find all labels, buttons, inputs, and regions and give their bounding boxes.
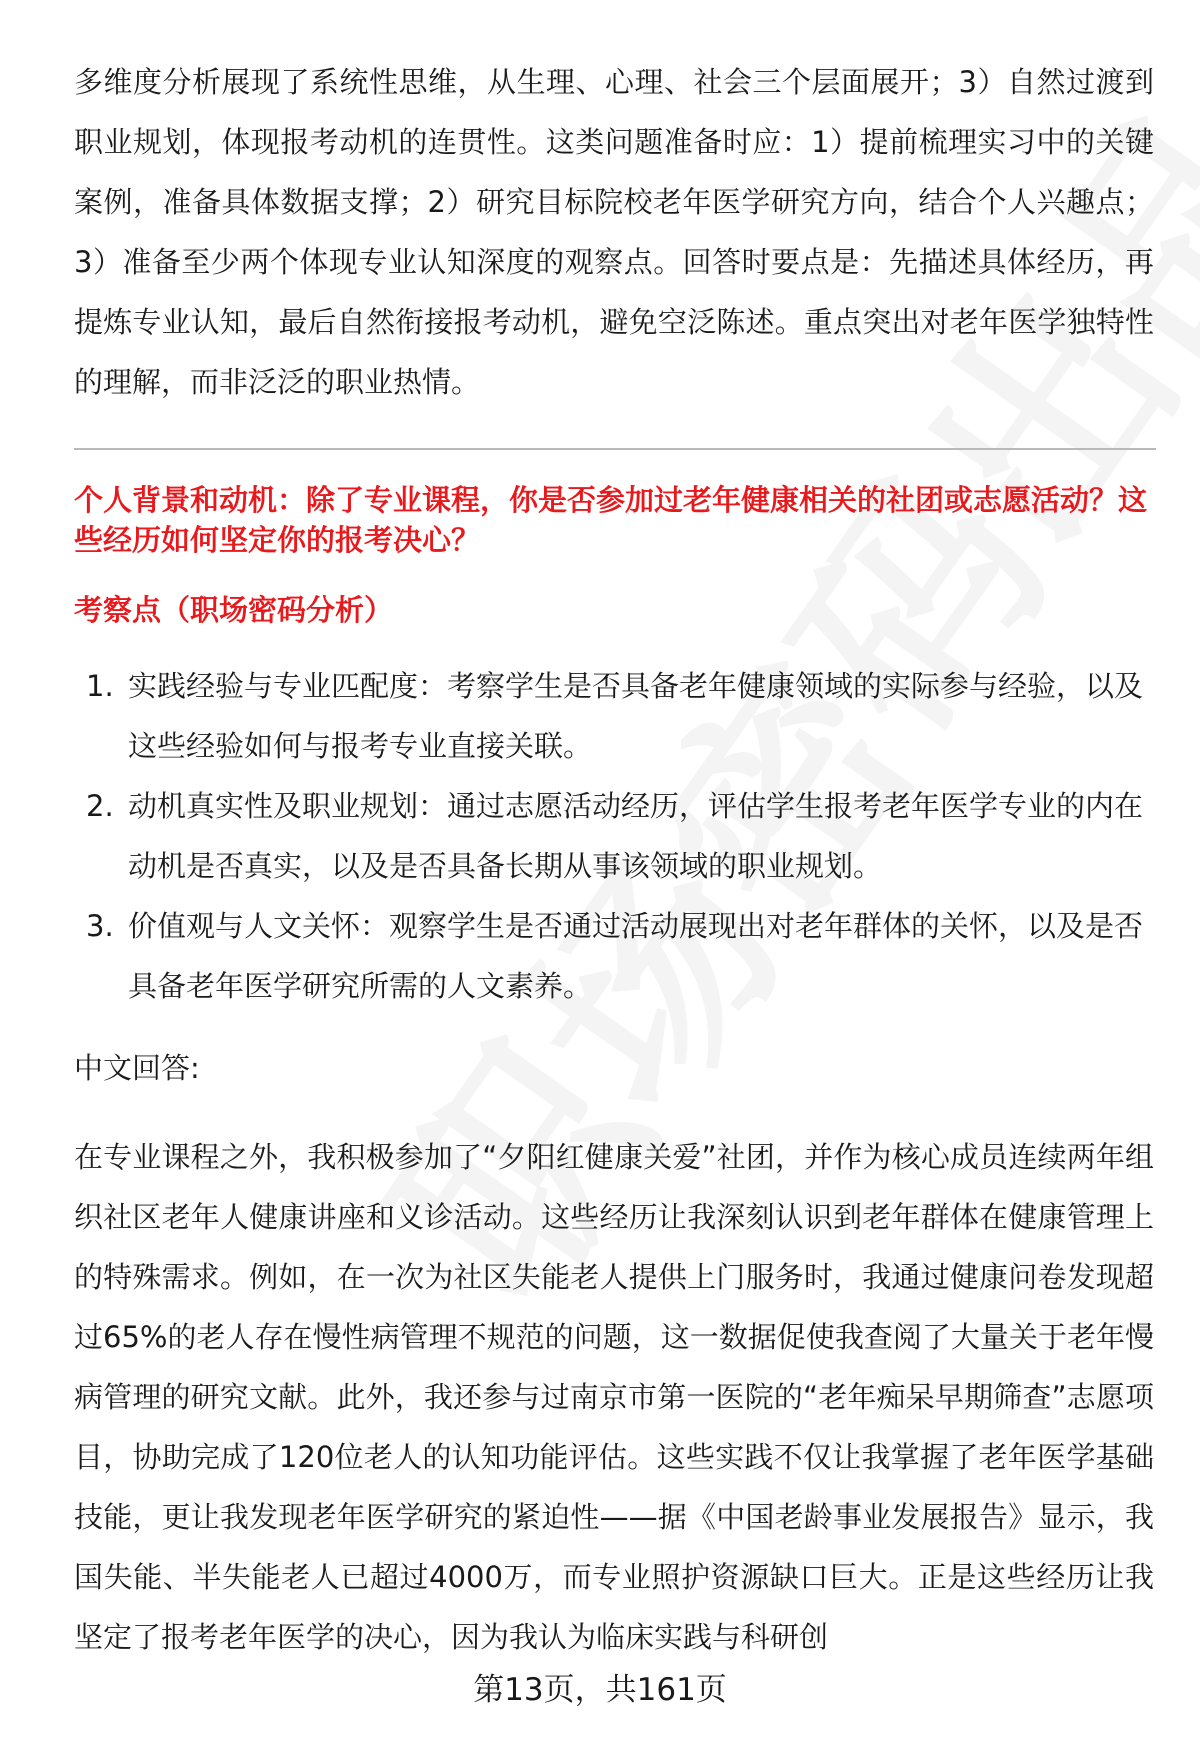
page-footer: 第13页，共161页 bbox=[473, 1672, 727, 1708]
intro-paragraph: 多维度分析展现了系统性思维，从生理、心理、社会三个层面展开；3）自然过渡到职业规划，体现报考动机的连贯性。这类问题准备时应：1）提前梳理实习中的关键案例，准备具体数据支撑；2）研究目标院校老年医学研究方向，结合个人兴趣点；3）准备至少两个体现专业认知深度的观察点。回答时要点是：先描述具体经历，再提炼专业认知，最后自然衔接报考动机，避免空泛陈述。重点突出对老年医学独特性的理解，而非泛泛的职业热情。 bbox=[74, 65, 1154, 399]
list-item-text: 动机真实性及职业规划：通过志愿活动经历，评估学生报考老年医学专业的内在动机是否真实，以及是否具备长期从事该领域的职业规划。 bbox=[128, 789, 1144, 883]
question-heading: 个人背景和动机：除了专业课程，你是否参加过老年健康相关的社团或志愿活动？这些经历如何坚定你的报考决心？ bbox=[74, 483, 1148, 557]
assessment-points-list bbox=[74, 656, 1154, 1016]
section-divider bbox=[74, 448, 1156, 450]
list-item bbox=[74, 776, 1154, 896]
list-item bbox=[74, 656, 1154, 776]
document-page bbox=[74, 0, 1154, 1696]
list-number: 2. bbox=[86, 789, 114, 823]
answer-label: 中文回答: bbox=[74, 1051, 200, 1085]
answer-paragraph: 在专业课程之外，我积极参加了“夕阳红健康关爱”社团，并作为核心成员连续两年组织社区老年人健康讲座和义诊活动。这些经历让我深刻认识到老年群体在健康管理上的特殊需求。例如，在一次为社区失能老人提供上门服务时，我通过健康问卷发现超过65%的老人存在慢性病管理不规范的问题，这一数据促使我查阅了大量关于老年慢病管理的研究文献。此外，我还参与过南京市第一医院的“老年痴呆早期筛查”志愿项目，协助完成了120位老人的认知功能评估。这些实践不仅让我掌握了老年医学基础技能，更让我发现老年医学研究的紧迫性——据《中国老龄事业发展报告》显示，我国失能、半失能老人已超过4000万，而专业照护资源缺口巨大。正是这些经历让我坚定了报考老年医学的决心，因为我认为临床实践与科研创 bbox=[74, 1140, 1154, 1654]
list-item-text: 价值观与人文关怀：观察学生是否通过活动展现出对老年群体的关怀，以及是否具备老年医学研究所需的人文素养。 bbox=[128, 909, 1144, 1003]
list-number: 3. bbox=[86, 909, 114, 943]
list-item bbox=[74, 896, 1154, 1016]
list-item-text: 实践经验与专业匹配度：考察学生是否具备老年健康领域的实际参与经验，以及这些经验如何与报考专业直接关联。 bbox=[128, 669, 1144, 763]
list-number: 1. bbox=[86, 669, 114, 703]
section-title: 考察点（职场密码分析） bbox=[74, 593, 394, 627]
